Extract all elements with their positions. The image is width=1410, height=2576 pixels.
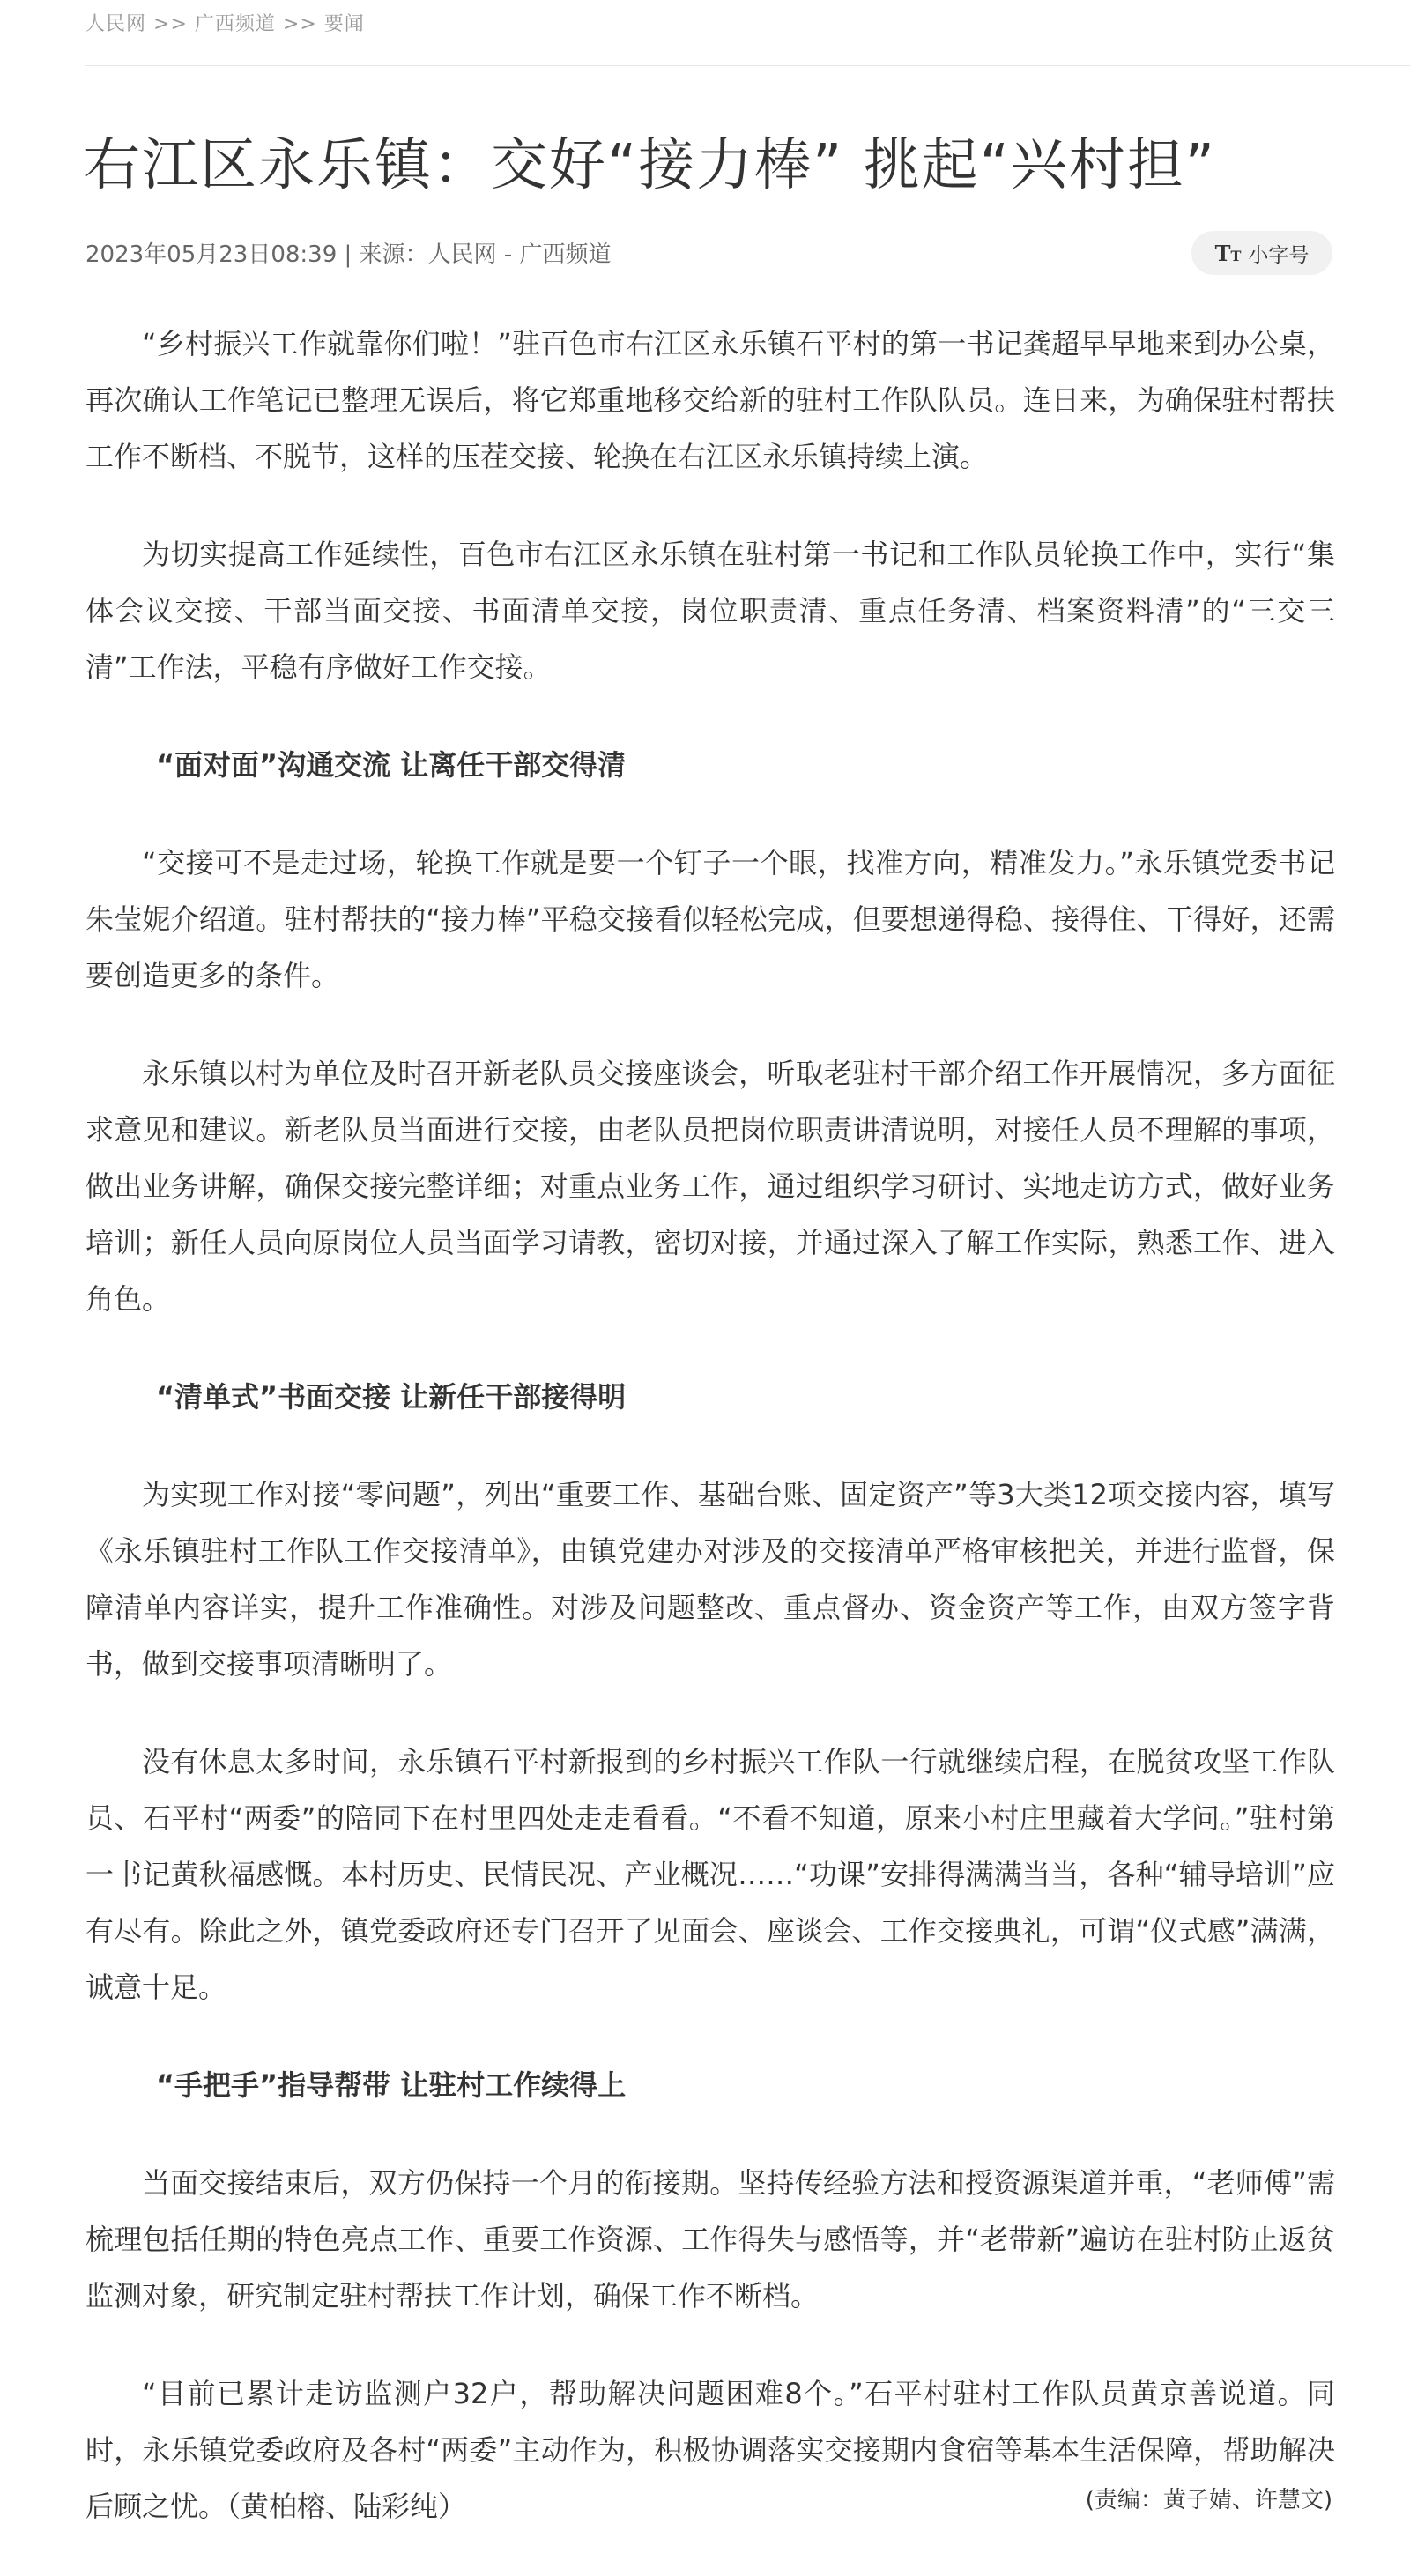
breadcrumb [85, 9, 365, 36]
breadcrumb-link-home[interactable]: 人民网 [85, 13, 147, 35]
article-meta: 2023年05月23日08:39 | 来源：人民网 - 广西频道 [85, 241, 612, 268]
body-paragraph: 当面交接结束后，双方仍保持一个月的衔接期。坚持传经验方法和授资源渠道并重，“老师傅”需梳理包括任期的特色亮点工作、重要工作资源、工作得失与感悟等，并“老带新”遍访在驻村防止返贫监测对象，研究制定驻村帮扶工作计划，确保工作不断档。 [85, 2166, 1335, 2312]
body-paragraph: “目前已累计走访监测户32户，帮助解决问题困难8个。”石平村驻村工作队员黄京善说道。同时，永乐镇党委政府及各村“两委”主动作为，积极协调落实交接期内食宿等基本生活保障，帮助解决后顾之忧。（黄柏榕、陆彩纯） [85, 2377, 1335, 2523]
body-paragraph: 为切实提高工作延续性，百色市右江区永乐镇在驻村第一书记和工作队员轮换工作中，实行“集体会议交接、干部当面交接、书面清单交接，岗位职责清、重点任务清、档案资料清”的“三交三清”工作法，平稳有序做好工作交接。 [85, 538, 1335, 684]
breadcrumb-separator: >> [153, 13, 188, 35]
font-size-toggle-label: 小字号 [1248, 243, 1310, 267]
body-paragraph: 为实现工作对接“零问题”，列出“重要工作、基础台账、固定资产”等3大类12项交接内容，填写《永乐镇驻村工作队工作交接清单》，由镇党建办对涉及的交接清单严格审核把关，并进行监督，保障清单内容详实，提升工作准确性。对涉及问题整改、重点督办、资金资产等工作，由双方签字背书，做到交接事项清晰明了。 [85, 1478, 1335, 1681]
article-title: 右江区永乐镇：交好“接力棒” 挑起“兴村担” [84, 133, 1216, 198]
header-divider [85, 65, 1410, 66]
body-paragraph: 没有休息太多时间，永乐镇石平村新报到的乡村振兴工作队一行就继续启程，在脱贫攻坚工作队员、石平村“两委”的陪同下在村里四处走走看看。“不看不知道，原来小村庄里藏着大学问。”驻村第一书记黄秋福感慨。本村历史、民情民况、产业概况……“功课”安排得满满当当，各种“辅导培训”应有尽有。除此之外，镇党委政府还专门召开了见面会、座谈会、工作交接典礼，可谓“仪式感”满满，诚意十足。 [85, 1745, 1335, 2004]
section-heading: “面对面”沟通交流 让离任干部交得清 [156, 748, 627, 782]
breadcrumb-link-channel[interactable]: 广西频道 [194, 13, 276, 35]
section-heading: “清单式”书面交接 让新任干部接得明 [156, 1380, 627, 1414]
font-size-toggle-button[interactable] [1191, 231, 1332, 275]
body-paragraph: 永乐镇以村为单位及时召开新老队员交接座谈会，听取老驻村干部介绍工作开展情况，多方面征求意见和建议。新老队员当面进行交接，由老队员把岗位职责讲清说明，对接任人员不理解的事项，做出业务讲解，确保交接完整详细；对重点业务工作，通过组织学习研讨、实地走访方式，做好业务培训；新任人员向原岗位人员当面学习请教，密切对接，并通过深入了解工作实际，熟悉工作、进入角色。 [85, 1057, 1335, 1316]
breadcrumb-separator: >> [282, 13, 317, 35]
article-body [85, 316, 1335, 2576]
editor-credit: (责编：黄子婧、许慧文) [1085, 2487, 1332, 2513]
body-paragraph: “交接可不是走过场，轮换工作就是要一个钉子一个眼，找准方向，精准发力。”永乐镇党委书记朱莹妮介绍道。驻村帮扶的“接力棒”平稳交接看似轻松完成，但要想递得稳、接得住、干得好，还需要创造更多的条件。 [85, 846, 1335, 992]
section-heading: “手把手”指导帮带 让驻村工作续得上 [156, 2068, 627, 2102]
text-size-icon: TT [1214, 240, 1242, 266]
body-paragraph: “乡村振兴工作就靠你们啦！”驻百色市右江区永乐镇石平村的第一书记龚超早早地来到办公桌，再次确认工作笔记已整理无误后，将它郑重地移交给新的驻村工作队队员。连日来，为确保驻村帮扶工作不断档、不脱节，这样的压茬交接、轮换在右江区永乐镇持续上演。 [85, 327, 1335, 473]
breadcrumb-link-section[interactable]: 要闻 [323, 13, 365, 35]
